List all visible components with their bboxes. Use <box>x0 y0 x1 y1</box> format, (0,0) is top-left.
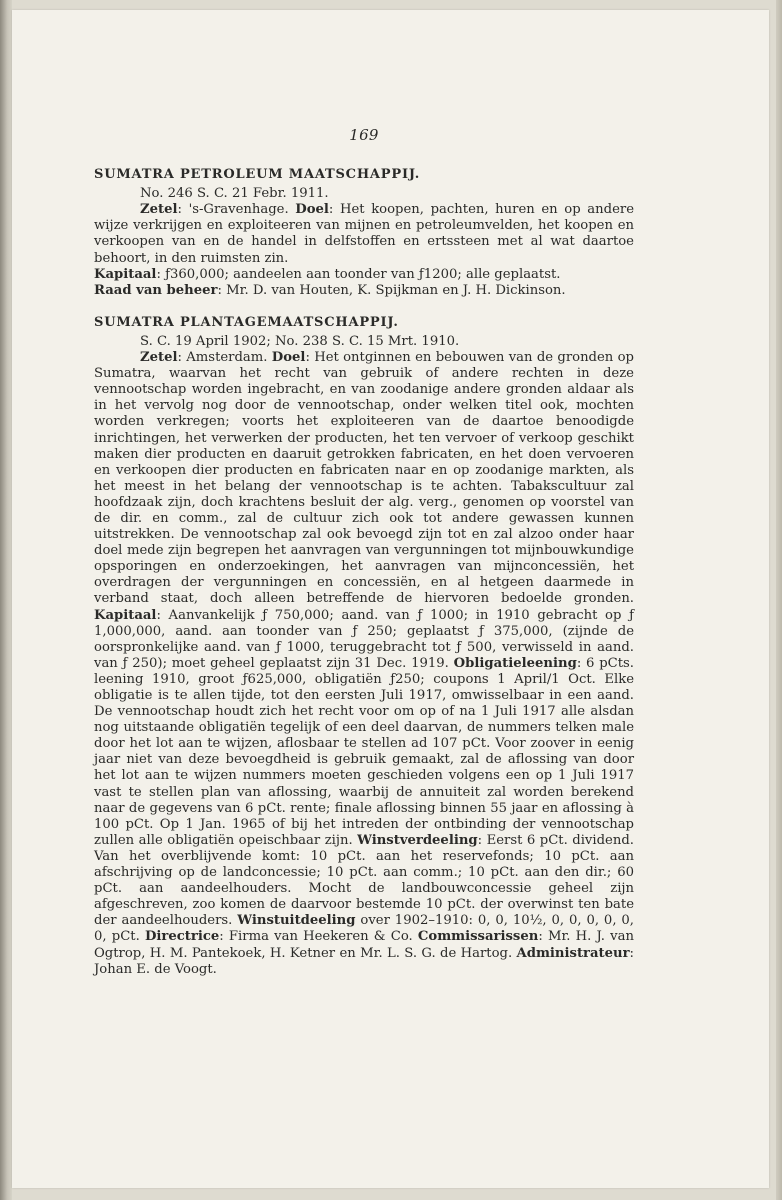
commissarissen-value: : Mr. H. J. van Ogtrop, H. M. Pantekoek, H. Ketner en Mr. L. S. G. de Hartog. <box>94 929 634 961</box>
company-title-text: SUMATRA PETROLEUM MAATSCHAPPIJ. <box>94 167 421 183</box>
obligatie-value: : 6 pCts. leening 1910, groot ƒ625,000, obligatiën ƒ250; coupons 1 April/1 Oct. Elke obligatie is te allen tijde, tot den eersten Juli 1917, omwisselbaar in een aand. De vennootschap houdt zich het recht voor om op of na 1 Juli 1917 alle alsdan nog uitstaande obligatiën tegelijk of een deel daarvan, de nummers telken male door het lot aan te wijzen, aflosbaar te stellen ad 107 pCt. Voor zoover in eenig jaar niet van deze bevoegdheid is gebruik gemaakt, zal de aflossing van door het lot aan te wijzen nummers moeten geschieden volgens een op 1 Juli 1917 vast te stellen plan van aflossing, waarbij de annuiteit zal worden berekend naar de gegevens van 6 pCt. rente; finale aflossing binnen 55 jaar en aflossing à 100 pCt. Op 1 Jan. 1965 of bij het intreden der ontbinding der vennootschap zullen alle obligatiën opeischbaar zijn. <box>94 655 635 848</box>
company-title <box>94 315 634 331</box>
kapitaal-label: Kapitaal <box>94 266 157 282</box>
directrice-label: Directrice <box>144 929 220 945</box>
raad-label: Raad van beheer <box>94 282 218 298</box>
registration-line: S. C. 19 April 1902; No. 238 S. C. 15 Mrt. 1910. <box>140 333 460 349</box>
company-title <box>94 167 634 183</box>
zetel-value: : 's-Gravenhage. <box>177 202 296 218</box>
doel-label: Doel <box>271 350 306 366</box>
directrice-value: : Firma van Heekeren & Co. <box>219 929 418 945</box>
winstuitdeeling-label: Winstuitdeeling <box>237 913 356 929</box>
page-content <box>94 127 634 994</box>
book-spine <box>0 0 12 1200</box>
company-entry <box>94 315 634 978</box>
doel-value: : Het ontginnen en bebouwen van de gronden op Sumatra, waarvan het recht van gebruik of andere rechten in deze vennootschap worden ingebracht, en van zoodanige andere gronden aldaar als in het vervolg nog door de vennootschap, onder welken titel ook, mochten worden verkregen; voorts het exploiteeren van de daartoe benoodigde inrichtingen, het verwerken der producten, het ten vervoer of verkoop geschikt maken dier producten en daaruit getrokken fabricaten, en het doen vervoeren en verkoopen dier producten en fabricaten naar en op zoodanige markten, als het meest in het belang der vennootschap is te achten. Tabakscultuur zal hoofdzaak zijn, doch krachtens besluit der alg. verg., genomen op voorstel van de dir. en comm., zal de cultuur zich ook tot andere gewassen kunnen uitstrekken. De vennootschap zal ook bevoegd zijn tot en zal alzoo onder haar doel mede zijn begrepen het aanvragen van vergunningen tot mijnbouwkundige opsporingen en onderzoekingen, het aanvragen van mijnconcessiën, het overdragen der vergunningen en concessiën, en al hetgeen daarmede in verband staat, doch alleen betreffende de hiervoren bedoelde gronden. <box>94 350 634 607</box>
zetel-value: : Amsterdam. <box>177 350 272 366</box>
obligatie-label: Obligatieleening <box>453 655 577 671</box>
kapitaal-value: : ƒ360,000; aandeelen aan toonder van ƒ1200; alle geplaatst. <box>156 266 561 282</box>
doel-value: : Het koopen, pachten, huren en op andere wijze verkrijgen en exploiteeren van mijnen en petroleumvelden, het koopen en verkoopen van en de handel in delfstoffen en ertssteen met al wat daartoe behoort, in den ruimsten zin. <box>94 202 634 266</box>
winstuitdeeling-value: over 1902–1910: 0, 0, 10½, 0, 0, 0, 0, 0, 0, pCt. <box>94 913 635 945</box>
raad-paragraph <box>94 283 634 299</box>
zetel-doel-paragraph <box>94 202 634 266</box>
kapitaal-paragraph <box>94 267 634 283</box>
registration-line: No. 246 S. C. 21 Febr. 1911. <box>140 186 329 202</box>
administrateur-label: Administrateur <box>516 945 630 961</box>
kapitaal-label: Kapitaal <box>94 607 157 623</box>
company-entry <box>94 167 634 299</box>
page-number: 169 <box>349 126 379 144</box>
zetel-label: Zetel <box>140 202 178 218</box>
kapitaal-value: : Aanvankelijk ƒ 750,000; aand. van ƒ 1000; in 1910 gebracht op ƒ 1,000,000, aand. aan toonder van ƒ 250; geplaatst ƒ 375,000, (zijnde de oorspronkelijke aand. van ƒ 1000, teruggebracht tot ƒ 500, verwisseld in aand. van ƒ 250); moet geheel geplaatst zijn 31 Dec. 1919. <box>94 607 634 671</box>
winstverdeeling-value: : Eerst 6 pCt. dividend. Van het overblijvende komt: 10 pCt. aan het reservefonds; 10 pCt. aan afschrijving op de landconcessie; 10 pCt. aan comm.; 10 pCt. aan den dir.; 60 pCt. aan aandeelhouders. Mocht de landbouwconcessie geheel zijn afgeschreven, zoo komen de daarvoor bestemde 10 pCt. der overwinst ten bate der aandeelhouders. <box>94 832 634 929</box>
zetel-label: Zetel <box>140 350 178 366</box>
administrateur-value: : Johan E. de Voogt. <box>94 945 634 977</box>
company-title-text: SUMATRA PLANTAGEMAATSCHAPPIJ. <box>94 314 399 330</box>
commissarissen-label: Commissarissen <box>417 929 539 945</box>
doel-label: Doel <box>295 202 329 218</box>
company-details-paragraph <box>94 350 634 978</box>
page-edge <box>776 0 782 1200</box>
winstverdeeling-label: Winstverdeeling <box>357 832 478 848</box>
raad-value: : Mr. D. van Houten, K. Spijkman en J. H. Dickinson. <box>217 282 566 298</box>
